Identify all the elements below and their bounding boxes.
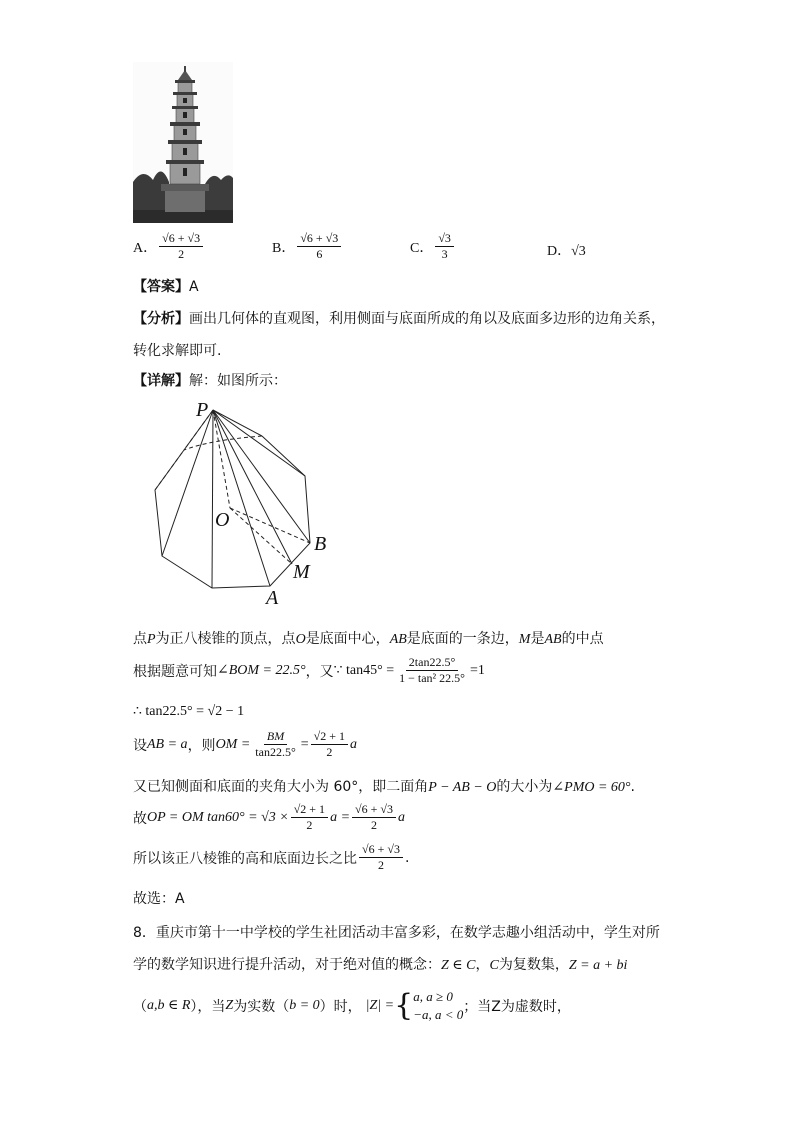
s4-a: 设 bbox=[133, 737, 147, 754]
s7-a: 所以该正八棱锥的高和底面边长之比 bbox=[133, 850, 357, 867]
q8-2f: Z = a + bi bbox=[568, 958, 628, 973]
s4-e: = bbox=[300, 736, 309, 752]
s2-b: ∠BOM = 22.5° bbox=[217, 663, 306, 679]
label-b: B bbox=[314, 533, 327, 555]
choice-b bbox=[272, 232, 343, 261]
q8-3g: ）时， bbox=[319, 998, 362, 1015]
s7-b: . bbox=[404, 849, 410, 866]
s5-d: ∠PMO = 60° bbox=[552, 780, 631, 795]
q8-2a: 学的数学知识进行提升活动，对于绝对值的概念： bbox=[133, 957, 441, 973]
s1-c: 为正八棱锥的顶点，点 bbox=[155, 631, 296, 647]
choice-c-numerator: √3 bbox=[435, 232, 454, 247]
choice-a-denominator: 2 bbox=[178, 247, 185, 262]
step-5 bbox=[133, 776, 635, 796]
step-6 bbox=[133, 803, 405, 832]
analysis-tag: 【分析】 bbox=[133, 311, 189, 327]
s1-a: 点 bbox=[133, 631, 147, 647]
q8-3a: （ bbox=[133, 998, 147, 1015]
detail-line bbox=[133, 370, 287, 390]
choice-d bbox=[547, 240, 586, 260]
cases-brace: { bbox=[394, 987, 414, 1023]
q8-2d: C bbox=[489, 958, 499, 973]
s6-numerator-2: √6 + √3 bbox=[352, 803, 396, 818]
answer-line bbox=[133, 276, 199, 296]
q8-line-3 bbox=[133, 988, 571, 1023]
analysis-text-2: 转化求解即可. bbox=[133, 343, 222, 359]
q8-3h: |Z| = bbox=[365, 997, 395, 1013]
s4-denominator-1: tan22.5° bbox=[255, 745, 296, 760]
s2-numerator: 2tan22.5° bbox=[406, 656, 458, 671]
s4-denominator-2: 2 bbox=[326, 745, 333, 760]
s2-c: ，又 bbox=[305, 663, 334, 680]
analysis-line-1 bbox=[133, 308, 665, 328]
label-o: O bbox=[215, 509, 230, 531]
s4-b: AB = a bbox=[147, 736, 188, 752]
choice-b-numerator: √6 + √3 bbox=[297, 232, 341, 247]
s4-numerator-2: √2 + 1 bbox=[311, 730, 348, 745]
q8-3e: 为实数（ bbox=[233, 998, 290, 1015]
analysis-line-2 bbox=[133, 340, 221, 360]
step-1 bbox=[133, 628, 604, 648]
label-m: M bbox=[293, 561, 310, 583]
case-1: a, a ≥ 0 bbox=[413, 989, 453, 1004]
q8-line-1 bbox=[133, 922, 660, 942]
q8-3c: ），当 bbox=[190, 998, 226, 1015]
q8-2e: 为复数集， bbox=[498, 957, 569, 973]
s6-b: OP = OM tan60° = √3 × bbox=[147, 809, 289, 825]
choice-c-denominator: 3 bbox=[441, 247, 448, 262]
s3-a: ∴ tan22.5° = √2 − 1 bbox=[133, 704, 245, 719]
analysis-text-1: 画出几何体的直观图，利用侧面与底面所成的角以及底面多边形的边角关系， bbox=[189, 311, 665, 327]
s1-h: M bbox=[518, 632, 531, 647]
s6-a: 故 bbox=[133, 810, 147, 827]
choice-a-numerator: √6 + √3 bbox=[159, 232, 203, 247]
answer-value: A bbox=[189, 279, 199, 295]
s5-b: P − AB − O bbox=[428, 780, 497, 795]
q8-line-2 bbox=[133, 954, 627, 974]
q8-3i: ；当Z为虚数时， bbox=[463, 998, 571, 1015]
pyramid-figure bbox=[150, 398, 340, 608]
q8-2c: ， bbox=[475, 957, 490, 973]
step-7 bbox=[133, 843, 409, 872]
s1-d: O bbox=[295, 632, 306, 647]
cases bbox=[413, 988, 463, 1023]
s2-d: ∵ tan45° = bbox=[333, 663, 395, 679]
s1-k: 的中点 bbox=[561, 631, 604, 647]
case-2: −a, a < 0 bbox=[413, 1006, 464, 1022]
q8-text-1: 8．重庆市第十一中学校的学生社团活动丰富多彩，在数学志趣小组活动中，学生对所 bbox=[133, 925, 660, 941]
s4-numerator-1: BM bbox=[264, 730, 287, 745]
choice-a-letter: A． bbox=[133, 240, 158, 256]
q8-3f: b = 0 bbox=[289, 997, 320, 1013]
choice-b-denominator: 6 bbox=[316, 247, 323, 262]
q8-3d: Z bbox=[225, 997, 234, 1013]
s2-denominator: 1 − tan² 22.5° bbox=[399, 671, 465, 686]
step-3 bbox=[133, 703, 244, 720]
choice-d-letter: D． bbox=[547, 244, 572, 259]
step-2 bbox=[133, 656, 485, 685]
pagoda-photo bbox=[133, 62, 233, 223]
s2-a: 根据题意可知 bbox=[133, 663, 217, 680]
s8-a: 故选：A bbox=[133, 891, 185, 907]
s4-c: ，则 bbox=[187, 737, 216, 754]
s1-j: AB bbox=[544, 632, 562, 647]
s5-a: 又已知侧面和底面的夹角大小为 60°，即二面角 bbox=[133, 779, 429, 795]
s6-d: a bbox=[397, 809, 405, 825]
detail-text: 解：如图所示： bbox=[189, 373, 287, 389]
q8-2b: Z ∈ C bbox=[441, 958, 476, 973]
step-8 bbox=[133, 888, 185, 908]
s6-c: a = bbox=[330, 809, 351, 825]
step-4 bbox=[133, 730, 357, 759]
s1-b: P bbox=[147, 632, 156, 647]
s1-e: 是底面中心， bbox=[305, 631, 390, 647]
s5-c: 的大小为 bbox=[496, 779, 553, 795]
answer-tag: 【答案】 bbox=[133, 279, 189, 295]
s5-e: . bbox=[630, 779, 635, 795]
s7-numerator: √6 + √3 bbox=[359, 843, 403, 858]
s2-e: =1 bbox=[469, 662, 485, 678]
s1-i: 是 bbox=[530, 631, 545, 647]
s1-g: 是底面的一条边， bbox=[406, 631, 519, 647]
choice-c-letter: C． bbox=[410, 240, 434, 256]
s6-denominator-2: 2 bbox=[370, 818, 377, 833]
choice-b-letter: B． bbox=[272, 240, 296, 256]
s6-numerator-1: √2 + 1 bbox=[291, 803, 328, 818]
s4-f: a bbox=[350, 736, 358, 752]
q8-3b: a,b ∈ R bbox=[147, 998, 191, 1014]
s6-denominator-1: 2 bbox=[306, 818, 313, 833]
label-p: P bbox=[196, 399, 209, 421]
choice-a bbox=[133, 232, 205, 261]
s1-f: AB bbox=[389, 632, 407, 647]
s7-denominator: 2 bbox=[377, 858, 384, 873]
s4-d: OM = bbox=[215, 736, 251, 752]
label-a: A bbox=[266, 587, 279, 608]
choice-d-value: √3 bbox=[571, 244, 586, 259]
choice-c bbox=[410, 232, 456, 261]
detail-tag: 【详解】 bbox=[133, 373, 189, 389]
